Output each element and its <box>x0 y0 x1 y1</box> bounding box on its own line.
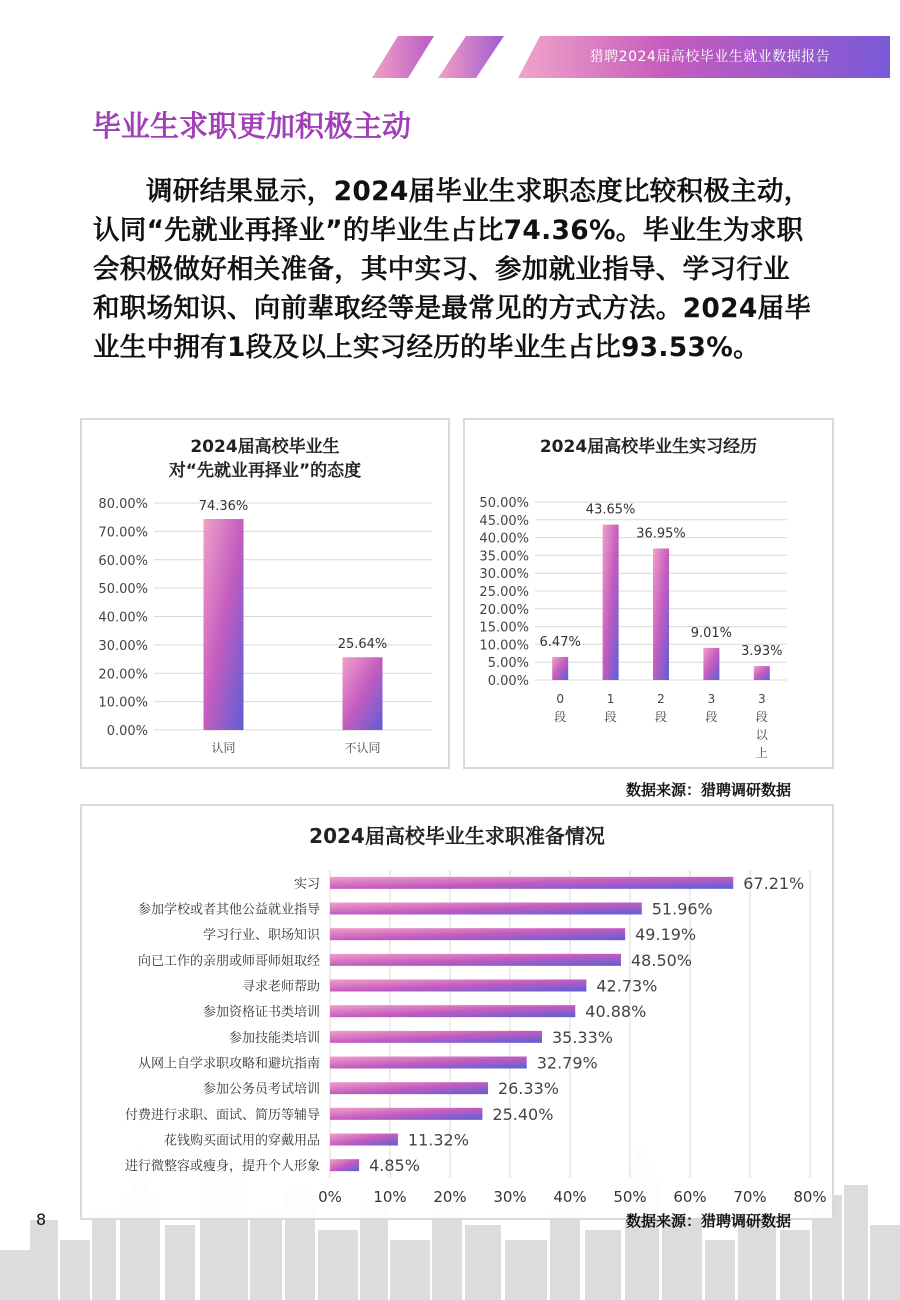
y-tick-label: 20.00% <box>479 602 529 618</box>
data-label: 6.47% <box>539 634 581 650</box>
bar <box>330 1108 482 1120</box>
attitude-chart-panel <box>80 418 450 769</box>
y-tick-label: 10.00% <box>479 638 529 654</box>
category-label: 付费进行求职、面试、简历等辅导 <box>124 1107 320 1123</box>
category-label: 向已工作的亲朋或师哥师姐取经 <box>137 953 320 969</box>
y-tick-label: 35.00% <box>479 549 529 565</box>
y-tick-label: 10.00% <box>98 695 148 711</box>
section-title: 毕业生求职更加积极主动 <box>92 109 412 143</box>
x-tick-label: 20% <box>433 1188 467 1206</box>
y-tick-label: 30.00% <box>98 638 148 654</box>
data-label: 74.36% <box>198 499 249 515</box>
category-label: 学习行业、职场知识 <box>202 928 320 944</box>
header-stripe-1 <box>372 36 434 78</box>
header-stripe-2 <box>438 36 504 78</box>
bar <box>330 954 621 966</box>
preparation-chart-panel <box>80 804 834 1220</box>
y-tick-label: 5.00% <box>487 656 529 672</box>
category-label: 参加公务员考试培训 <box>202 1082 320 1098</box>
y-tick-label: 45.00% <box>479 513 529 529</box>
bar <box>754 666 770 680</box>
x-tick-label: 80% <box>793 1188 827 1206</box>
y-tick-label: 80.00% <box>98 497 148 512</box>
header-report-title: 猎聘2024届高校毕业生就业数据报告 <box>589 49 831 65</box>
y-tick-label: 70.00% <box>98 525 148 541</box>
bar <box>330 1159 359 1171</box>
category-label: 0 段 <box>554 692 567 724</box>
bar <box>330 903 642 915</box>
bar <box>330 928 625 940</box>
data-label: 67.21% <box>743 873 805 893</box>
data-label: 4.85% <box>369 1156 420 1176</box>
page-number: 8 <box>36 1210 47 1229</box>
bar <box>330 1134 398 1146</box>
preparation-chart <box>82 806 832 1218</box>
body-paragraph: 调研结果显示，2024届毕业生求职态度比较积极主动，认同“先就业再择业”的毕业生占比74.36%。毕业生为求职会积极做好相关准备，其中实习、参加就业指导、学习行业和职场知识、向前辈取经等是最常见的方式方法。2024届毕业生中拥有1段及以上实习经历的毕业生占比93.53%。 <box>93 176 812 363</box>
data-label: 26.33% <box>497 1079 559 1099</box>
bar <box>330 1005 575 1017</box>
y-tick-label: 25.00% <box>479 585 529 600</box>
attitude-chart-title-line1: 2024届高校毕业生 <box>190 437 340 457</box>
data-label: 42.73% <box>596 976 658 996</box>
category-label: 3 段以上 <box>755 692 768 760</box>
y-tick-label: 0.00% <box>487 674 529 689</box>
category-label: 认同 <box>211 741 236 755</box>
preparation-chart-title: 2024届高校毕业生求职准备情况 <box>309 824 605 848</box>
attitude-chart <box>82 420 448 767</box>
category-label: 1 段 <box>604 692 617 724</box>
data-label: 3.93% <box>741 644 783 660</box>
bar <box>330 1057 527 1069</box>
x-tick-label: 0% <box>318 1188 342 1206</box>
category-label: 实习 <box>293 876 320 892</box>
y-tick-label: 20.00% <box>98 667 148 683</box>
category-label: 参加学校或者其他公益就业指导 <box>137 902 320 918</box>
y-tick-label: 40.00% <box>98 610 148 626</box>
data-label: 25.64% <box>337 637 388 653</box>
bar <box>343 657 383 730</box>
x-tick-label: 40% <box>553 1188 587 1206</box>
y-tick-label: 40.00% <box>479 531 529 547</box>
y-tick-label: 0.00% <box>106 724 148 739</box>
bar <box>330 980 586 992</box>
category-label: 花钱购买面试用的穿戴用品 <box>163 1133 320 1149</box>
bar <box>204 519 244 730</box>
category-label: 从网上自学求职攻略和避坑指南 <box>137 1056 320 1072</box>
data-label: 51.96% <box>651 899 713 919</box>
data-label: 9.01% <box>690 625 733 641</box>
bar <box>330 877 733 889</box>
internship-chart-title: 2024届高校毕业生实习经历 <box>539 437 758 457</box>
y-tick-label: 50.00% <box>479 496 529 511</box>
data-label: 43.65% <box>585 502 636 518</box>
category-label: 寻求老师帮助 <box>241 979 320 995</box>
x-tick-label: 10% <box>373 1188 407 1206</box>
attitude-chart-title-line2: 对“先就业再择业”的态度 <box>168 461 362 481</box>
category-label: 参加技能类培训 <box>228 1030 320 1046</box>
category-label: 不认同 <box>344 741 381 755</box>
data-label: 36.95% <box>636 526 686 542</box>
data-source-note-2: 数据来源：猎聘调研数据 <box>626 1212 792 1230</box>
data-label: 11.32% <box>407 1130 469 1150</box>
bar <box>703 648 719 680</box>
internship-chart <box>465 420 832 767</box>
internship-chart-panel <box>463 418 834 769</box>
x-tick-label: 50% <box>613 1188 647 1206</box>
data-label: 25.40% <box>492 1104 554 1124</box>
y-tick-label: 30.00% <box>479 567 529 583</box>
data-label: 32.79% <box>536 1053 598 1073</box>
data-label: 40.88% <box>585 1002 647 1022</box>
x-tick-label: 70% <box>733 1188 767 1206</box>
data-label: 49.19% <box>635 925 697 945</box>
bar <box>603 525 619 680</box>
bar <box>330 1031 542 1043</box>
category-label: 3 段 <box>705 692 718 724</box>
data-source-note-1: 数据来源：猎聘调研数据 <box>626 781 792 799</box>
y-tick-label: 50.00% <box>98 582 148 598</box>
category-label: 进行微整容或瘦身，提升个人形象 <box>124 1159 320 1175</box>
bar <box>552 657 568 680</box>
x-tick-label: 60% <box>673 1188 707 1206</box>
y-tick-label: 15.00% <box>479 620 529 636</box>
x-tick-label: 30% <box>493 1188 527 1206</box>
category-label: 参加资格证书类培训 <box>202 1005 320 1021</box>
bar <box>330 1082 488 1094</box>
y-tick-label: 60.00% <box>98 553 148 569</box>
data-label: 48.50% <box>631 950 693 970</box>
category-label: 2 段 <box>654 692 668 724</box>
data-label: 35.33% <box>551 1027 613 1047</box>
bar <box>653 548 669 680</box>
